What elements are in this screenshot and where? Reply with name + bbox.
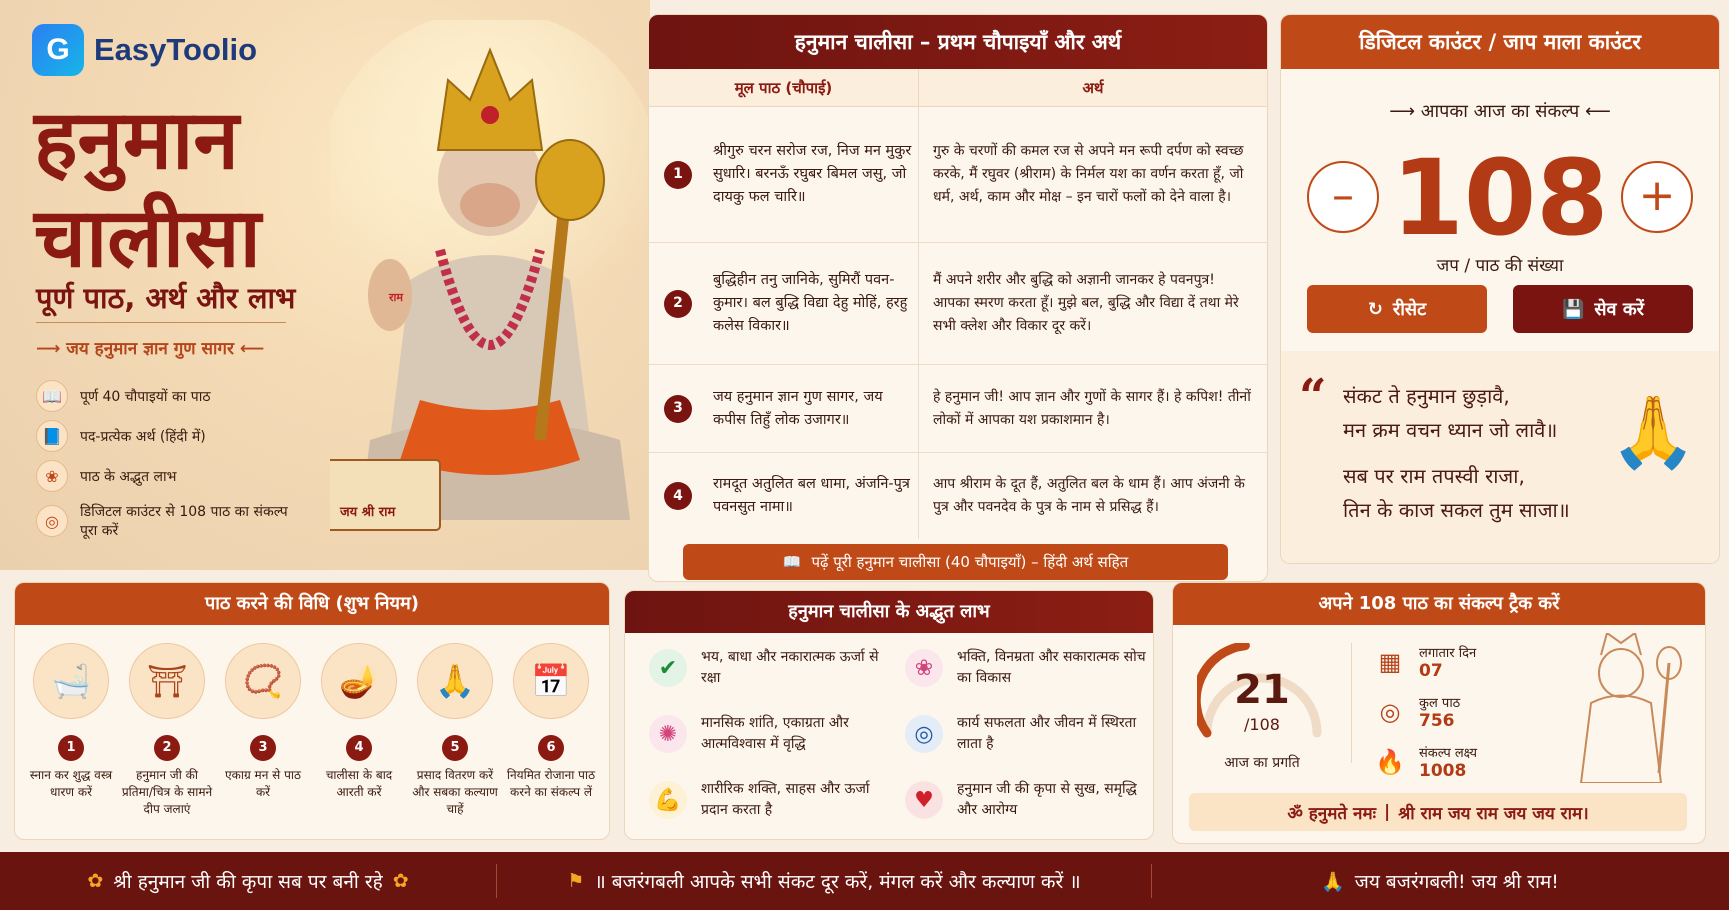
book-open-icon: 📘 bbox=[36, 420, 68, 452]
feature-label: डिजिटल काउंटर से 108 पाठ का संकल्प पूरा करें bbox=[80, 504, 288, 539]
verse-meaning: हे हनुमान जी! आप ज्ञान और गुणों के सागर हैं। हे कपिश! तीनों लोकों में आपका यश प्रकाशमान है। bbox=[933, 388, 1251, 428]
step-number: 3 bbox=[250, 735, 276, 761]
chalisa-title: हनुमान चालीसा – प्रथम चौपाइयाँ और अर्थ bbox=[649, 15, 1267, 69]
flower-icon: ✿ bbox=[87, 870, 104, 892]
title-line-1: हनुमान bbox=[34, 93, 239, 188]
step-number: 2 bbox=[154, 735, 180, 761]
column-header-source: मूल पाठ (चौपाई) bbox=[649, 69, 919, 106]
step-item bbox=[409, 643, 501, 818]
footer-left-text: श्री हनुमान जी की कृपा सब पर बनी रहे bbox=[113, 871, 383, 893]
save-icon: 💾 bbox=[1561, 298, 1585, 320]
target-icon: ◎ bbox=[1379, 698, 1401, 726]
title-line-2: चालीसा bbox=[34, 191, 261, 286]
step-item bbox=[217, 643, 309, 801]
flag-icon: ⚑ bbox=[567, 870, 585, 892]
quote-block bbox=[1281, 351, 1719, 564]
benefit-label: हनुमान जी की कृपा से सुख, समृद्धि और आरोग्य bbox=[957, 781, 1137, 818]
step-label: स्नान कर शुद्ध वस्त्र धारण करें bbox=[29, 768, 113, 799]
target-icon: ◎ bbox=[905, 715, 943, 753]
decrement-button[interactable]: – bbox=[1307, 161, 1379, 233]
mantra-banner bbox=[1189, 793, 1687, 831]
divider bbox=[1351, 643, 1352, 763]
page-title bbox=[34, 92, 354, 288]
stat-label: लगातार दिन bbox=[1419, 646, 1477, 661]
book-text: जय श्री राम bbox=[340, 505, 396, 520]
feature-label: पूर्ण 40 चौपाइयों का पाठ bbox=[80, 388, 211, 405]
vidhi-title: पाठ करने की विधि (शुभ नियम) bbox=[15, 583, 609, 625]
feature-item bbox=[36, 420, 306, 452]
sankalp-label: ⟶ आपका आज का संकल्प ⟵ bbox=[1389, 101, 1611, 122]
verse-number: 4 bbox=[664, 482, 692, 510]
table-row bbox=[649, 453, 1267, 539]
table-row bbox=[649, 107, 1267, 243]
benefit-item bbox=[649, 713, 899, 755]
quote-line: संकट ते हनुमान छुड़ावै, bbox=[1343, 384, 1510, 408]
stat-item bbox=[1373, 743, 1477, 781]
mala-icon: 📿 bbox=[225, 643, 301, 719]
stat-value: 756 bbox=[1419, 711, 1455, 731]
mantra-text: ॐ हनुमते नमः bbox=[1287, 803, 1377, 824]
benefits-card bbox=[624, 590, 1154, 840]
verse-source: जय हनुमान ज्ञान गुण सागर, जय कपीस तिहुँ लोक उजागर॥ bbox=[707, 365, 919, 452]
lotus-icon: ❀ bbox=[905, 649, 943, 687]
chalisa-table-card bbox=[648, 14, 1268, 582]
brand-name: EasyToolio bbox=[94, 32, 258, 67]
quote-icon: “ bbox=[1299, 369, 1327, 425]
feature-item bbox=[36, 380, 306, 412]
benefit-item bbox=[905, 779, 1154, 821]
feature-item bbox=[36, 460, 306, 492]
step-label: प्रसाद वितरण करें और सबका कल्याण चाहें bbox=[412, 768, 498, 816]
logo-icon: G bbox=[32, 24, 84, 76]
stat-item bbox=[1373, 693, 1460, 731]
benefit-item bbox=[649, 647, 899, 689]
benefit-item bbox=[649, 779, 899, 821]
progress-value: 21 bbox=[1234, 667, 1290, 713]
verse-number: 1 bbox=[664, 161, 692, 189]
heart-icon: ♥ bbox=[905, 781, 943, 819]
step-item bbox=[121, 643, 213, 818]
benefit-label: मानसिक शांति, एकाग्रता और आत्मविश्वास में वृद्धि bbox=[701, 715, 849, 752]
tracker-title: अपने 108 पाठ का संकल्प ट्रैक करें bbox=[1173, 583, 1705, 625]
table-row bbox=[649, 243, 1267, 365]
book-icon: 📖 bbox=[36, 380, 68, 412]
muscle-icon: 💪 bbox=[649, 781, 687, 819]
benefit-item bbox=[905, 713, 1154, 755]
namaste-icon: 🙏 bbox=[1321, 870, 1345, 893]
footer-bar bbox=[0, 852, 1729, 910]
lotus-icon: ❀ bbox=[36, 460, 68, 492]
reset-button[interactable] bbox=[1307, 285, 1487, 333]
verse-meaning: मैं अपने शरीर और बुद्धि को अज्ञानी जानकर हे पवनपुत्र! आपका स्मरण करता हूँ। मुझे बल, बुद्धि और विद्या दें तथा मेरे सभी क्लेश और विकार दूर करें। bbox=[933, 272, 1239, 334]
benefit-label: भक्ति, विनम्रता और सकारात्मक सोच का विकास bbox=[957, 649, 1146, 686]
page-subtitle: पूर्ण पाठ, अर्थ और लाभ bbox=[36, 281, 296, 315]
flower-icon: ✿ bbox=[392, 870, 409, 892]
verse-source: रामदूत अतुलित बल धामा, अंजनि-पुत्र पवनसुत नामा॥ bbox=[707, 453, 919, 539]
hero-section bbox=[0, 0, 650, 570]
footer-right bbox=[1152, 852, 1728, 910]
stat-item bbox=[1373, 643, 1476, 681]
vidhi-card bbox=[14, 582, 610, 840]
tracker-card bbox=[1172, 582, 1706, 844]
benefits-title: हनुमान चालीसा के अद्भुत लाभ bbox=[625, 591, 1153, 633]
calendar-icon: 📅 bbox=[513, 643, 589, 719]
read-full-chalisa-button[interactable] bbox=[683, 544, 1228, 580]
benefit-label: भय, बाधा और नकारात्मक ऊर्जा से रक्षा bbox=[701, 649, 879, 686]
namaste-icon: 🙏 bbox=[417, 643, 493, 719]
divider bbox=[36, 322, 286, 323]
book-icon: 📖 bbox=[782, 553, 802, 571]
flame-icon: 🔥 bbox=[1375, 748, 1405, 776]
progress-gauge bbox=[1197, 643, 1327, 771]
stat-label: संकल्प लक्ष्य bbox=[1419, 746, 1478, 761]
verse-source: श्रीगुरु चरन सरोज रज, निज मन मुकुर सुधारि। बरनऊँ रघुबर बिमल जसु, जो दायकु फल चारि॥ bbox=[707, 107, 919, 242]
save-button[interactable] bbox=[1513, 285, 1693, 333]
step-number: 5 bbox=[442, 735, 468, 761]
stat-label: कुल पाठ bbox=[1419, 696, 1461, 711]
shield-icon: ✔ bbox=[649, 649, 687, 687]
progress-total: /108 bbox=[1244, 715, 1280, 734]
temple-icon: ⛩ bbox=[129, 643, 205, 719]
increment-button[interactable]: + bbox=[1621, 161, 1693, 233]
table-row bbox=[649, 365, 1267, 453]
footer-middle bbox=[497, 852, 1151, 910]
mantra-text: श्री राम जय राम जय जय राम। bbox=[1398, 803, 1589, 824]
step-number: 6 bbox=[538, 735, 564, 761]
reset-label: रीसेट bbox=[1392, 299, 1427, 320]
verse-meaning: आप श्रीराम के दूत हैं, अतुलित बल के धाम हैं। आप अंजनी के पुत्र और पवनदेव के पुत्र के नाम से प्रसिद्ध हैं। bbox=[933, 476, 1245, 515]
step-item bbox=[313, 643, 405, 801]
verse-meaning: गुरु के चरणों की कमल रज से अपने मन रूपी दर्पण को स्वच्छ करके, मैं रघुवर (श्रीराम) के निर्मल यश का वर्णन करता हूँ, जो धर्म, अर्थ, काम और मोक्ष – इन चारों फलों को देने वाला है। bbox=[933, 143, 1244, 205]
reset-icon: ↻ bbox=[1367, 298, 1383, 320]
namaste-icon: 🙏 bbox=[1609, 391, 1697, 473]
step-label: नियमित रोजाना पाठ करने का संकल्प लें bbox=[506, 768, 596, 799]
footer-right-text: जय बजरंगबली! जय श्री राम! bbox=[1354, 871, 1559, 893]
quote-line: तिन के काज सकल तुम साजा॥ bbox=[1343, 498, 1570, 522]
step-label: चालीसा के बाद आरती करें bbox=[325, 768, 393, 799]
step-item bbox=[505, 643, 597, 801]
quote-line: सब पर राम तपस्वी राजा, bbox=[1343, 464, 1525, 488]
save-label: सेव करें bbox=[1594, 299, 1645, 320]
stat-value: 1008 bbox=[1419, 761, 1467, 781]
footer-middle-text: ॥ बजरंगबली आपके सभी संकट दूर करें, मंगल करें और कल्याण करें ॥ bbox=[594, 871, 1081, 893]
counter-label: जप / पाठ की संख्या bbox=[1436, 256, 1564, 276]
brain-icon: ✺ bbox=[649, 715, 687, 753]
counter-value: 108 bbox=[1391, 137, 1609, 259]
counter-title: डिजिटल काउंटर / जाप माला काउंटर bbox=[1281, 15, 1719, 69]
bathtub-icon: 🛁 bbox=[33, 643, 109, 719]
feature-label: पद-प्रत्येक अर्थ (हिंदी में) bbox=[80, 428, 206, 445]
brand-logo[interactable] bbox=[32, 24, 257, 76]
stat-value: 07 bbox=[1419, 661, 1443, 681]
palm-text: राम bbox=[389, 291, 403, 304]
benefit-label: शारीरिक शक्ति, साहस और ऊर्जा प्रदान करता है bbox=[701, 781, 870, 818]
quote-line: मन क्रम वचन ध्यान जो लावै॥ bbox=[1343, 418, 1558, 442]
hanuman-illustration bbox=[330, 20, 650, 560]
feature-label: पाठ के अद्भुत लाभ bbox=[80, 468, 177, 485]
step-label: हनुमान जी की प्रतिमा/चित्र के सामने दीप जलाएं bbox=[121, 768, 213, 816]
mala-icon: ◎ bbox=[36, 505, 68, 537]
step-number: 4 bbox=[346, 735, 372, 761]
read-full-label: पढ़ें पूरी हनुमान चालीसा (40 चौपाइयाँ) – हिंदी अर्थ सहित bbox=[811, 553, 1129, 571]
digital-counter-card bbox=[1280, 14, 1720, 564]
footer-left bbox=[0, 852, 496, 910]
mantra-separator: | bbox=[1384, 802, 1391, 822]
progress-label: आज का प्रगति bbox=[1224, 755, 1300, 771]
table-header bbox=[649, 69, 1267, 107]
column-header-meaning: अर्थ bbox=[1082, 79, 1104, 97]
benefit-label: कार्य सफलता और जीवन में स्थिरता लाता है bbox=[957, 715, 1137, 752]
verse-number: 2 bbox=[664, 290, 692, 318]
step-number: 1 bbox=[58, 735, 84, 761]
step-label: एकाग्र मन से पाठ करें bbox=[224, 768, 302, 799]
verse-number: 3 bbox=[664, 395, 692, 423]
diya-icon: 🪔 bbox=[321, 643, 397, 719]
calendar-icon: ▦ bbox=[1378, 648, 1402, 676]
benefit-item bbox=[905, 647, 1154, 689]
feature-item bbox=[36, 502, 306, 540]
step-item bbox=[25, 643, 117, 801]
hero-tagline: ⟶ जय हनुमान ज्ञान गुण सागर ⟵ bbox=[36, 339, 265, 359]
hanuman-sketch bbox=[1551, 633, 1691, 783]
verse-source: बुद्धिहीन तनु जानिके, सुमिरौं पवन-कुमार। बल बुद्धि विद्या देहु मोहिं, हरहु कलेस विकार॥ bbox=[707, 243, 919, 364]
